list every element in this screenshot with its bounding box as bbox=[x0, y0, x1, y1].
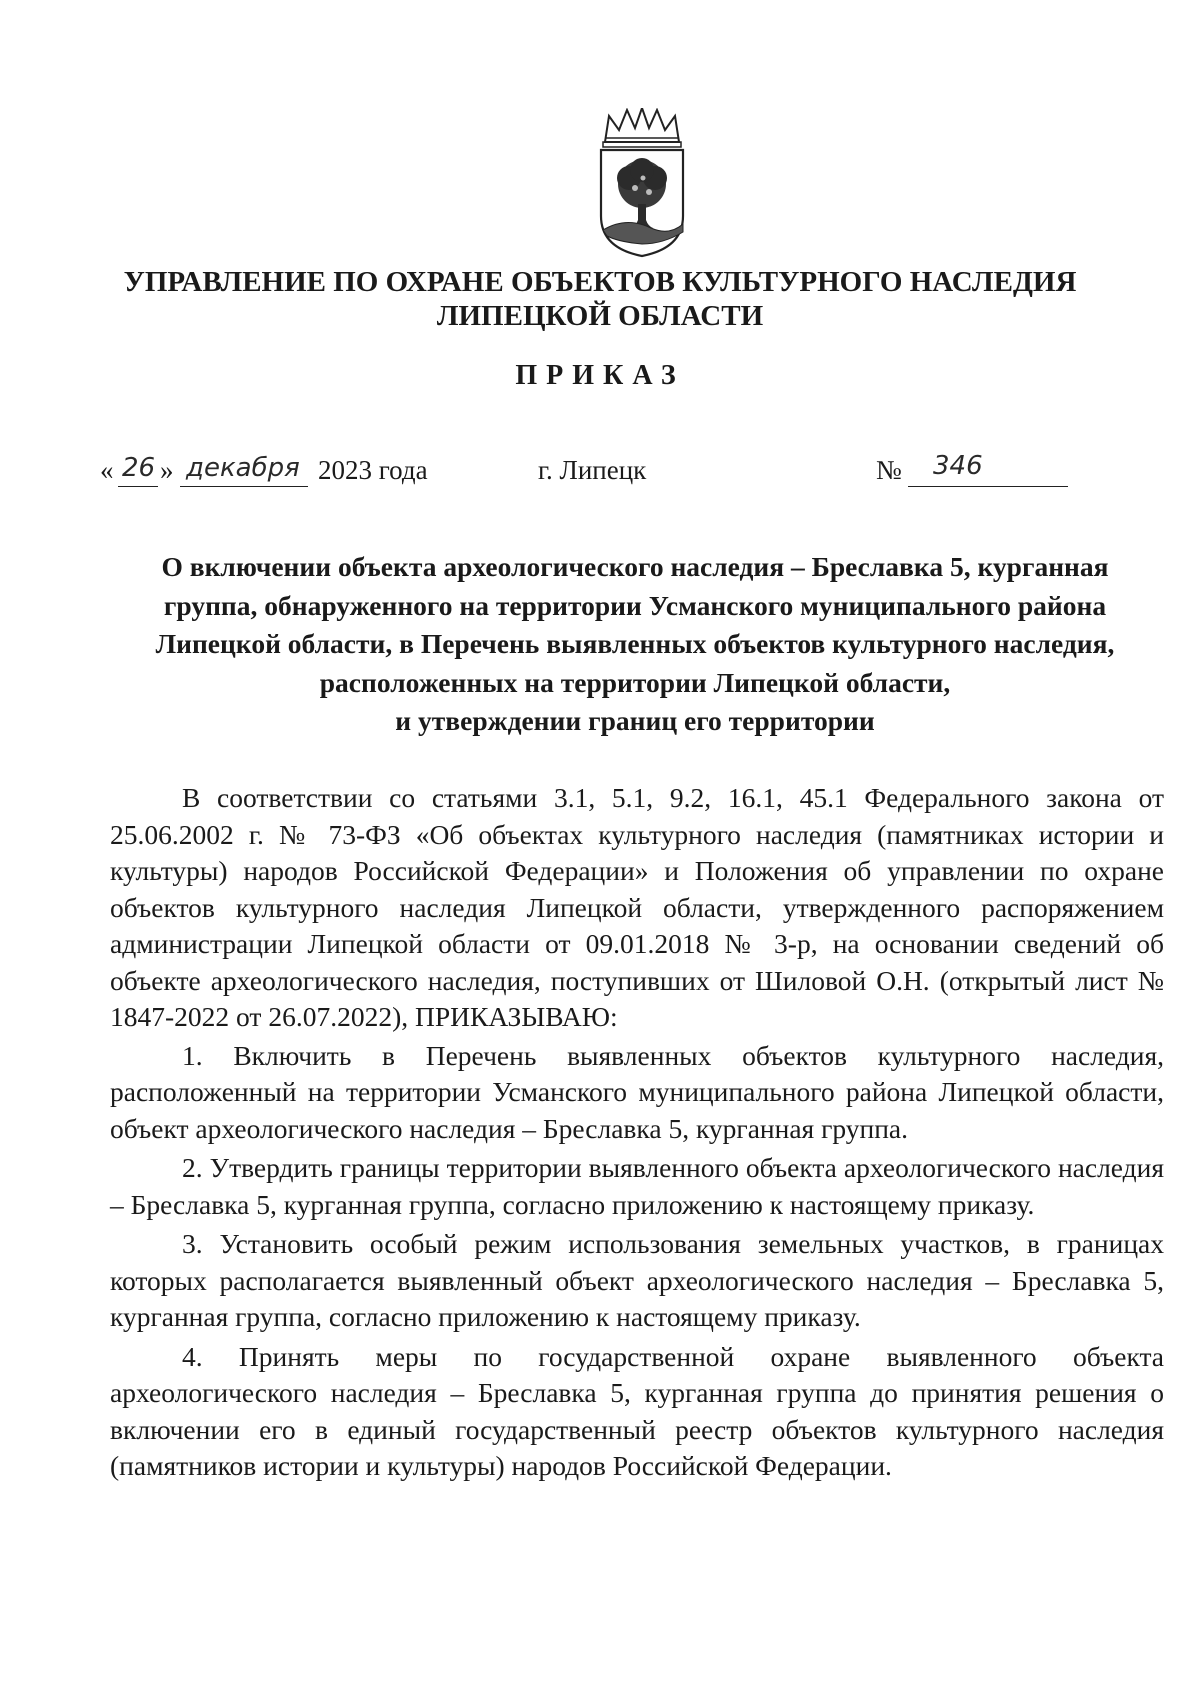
subject-line: группа, обнаруженного на территории Усманского муниципального района bbox=[163, 589, 1107, 621]
order-item-4: 4. Принять меры по государственной охране выявленного объекта археологического наследия – Бреславка 5, курганная группа до принятия решения о включении его в единый государственный реестр объектов культурного наследия (памятников истории и культуры) народов Российской Федерации. bbox=[110, 1340, 1164, 1481]
preamble-paragraph: В соответствии со статьями 3.1, 5.1, 9.2, 16.1, 45.1 Федерального закона от 25.06.2002 г. № 73-ФЗ «Об объектах культурного наследия (памятниках истории и культуры) народов Российской Федерации» и Положения об управлении по охране объектов культурного наследия Липецкой области, утвержденного распоряжением администрации Липецкой области от 09.01.2018 № 3-р, на основании сведений об объекте археологического наследия, поступивших от Шиловой О.Н. (открытый лист № 1847-2022 от 26.07.2022), ПРИКАЗЫВАЮ: bbox=[110, 782, 1164, 1032]
organization-title-line-1: УПРАВЛЕНИЕ ПО ОХРАНЕ ОБЪЕКТОВ КУЛЬТУРНОГО НАСЛЕДИЯ bbox=[123, 266, 1077, 298]
number-underline bbox=[908, 486, 1068, 487]
order-item-2: 2. Утвердить границы территории выявленного объекта археологического наследия – Бреславка 5, курганная группа, согласно приложению к настоящему приказу. bbox=[110, 1152, 1164, 1220]
city-name: г. Липецк bbox=[538, 455, 647, 485]
date-month-handwritten: декабря bbox=[186, 453, 300, 483]
subject-line: Липецкой области, в Перечень выявленных объектов культурного наследия, bbox=[155, 628, 1115, 659]
lipetsk-coat-of-arms-icon bbox=[591, 108, 693, 258]
date-place-number-line bbox=[100, 451, 1168, 505]
subject-line: О включении объекта археологического наследия – Бреславка 5, курганная bbox=[161, 551, 1109, 582]
quote-open: « bbox=[100, 455, 114, 485]
day-underline bbox=[118, 486, 158, 487]
quote-close: » bbox=[160, 455, 174, 485]
order-body bbox=[110, 780, 1164, 1485]
document-type-heading: ПРИКАЗ bbox=[515, 360, 685, 391]
month-underline bbox=[180, 486, 308, 487]
subject-line: и утверждении границ его территории bbox=[395, 705, 875, 736]
date-day-handwritten: 26 bbox=[122, 453, 156, 483]
organization-title bbox=[100, 265, 1100, 333]
order-number-handwritten: 346 bbox=[933, 451, 983, 481]
organization-title-line-2: ЛИПЕЦКОЙ ОБЛАСТИ bbox=[436, 300, 764, 332]
order-item-3: 3. Установить особый режим использования земельных участков, в границах которых располагается выявленный объект археологического наследия – Бреславка 5, курганная группа, согласно приложению к настоящему приказу. bbox=[110, 1228, 1164, 1332]
order-subject-title bbox=[110, 548, 1160, 741]
order-item-1: 1. Включить в Перечень выявленных объектов культурного наследия, расположенный на территории Усманского муниципального района Липецкой области, объект археологического наследия – Бреславка 5, курганная группа. bbox=[110, 1039, 1164, 1144]
date-year: 2023 года bbox=[318, 455, 428, 485]
number-label: № bbox=[876, 455, 902, 485]
subject-line: расположенных на территории Липецкой области, bbox=[319, 666, 951, 698]
